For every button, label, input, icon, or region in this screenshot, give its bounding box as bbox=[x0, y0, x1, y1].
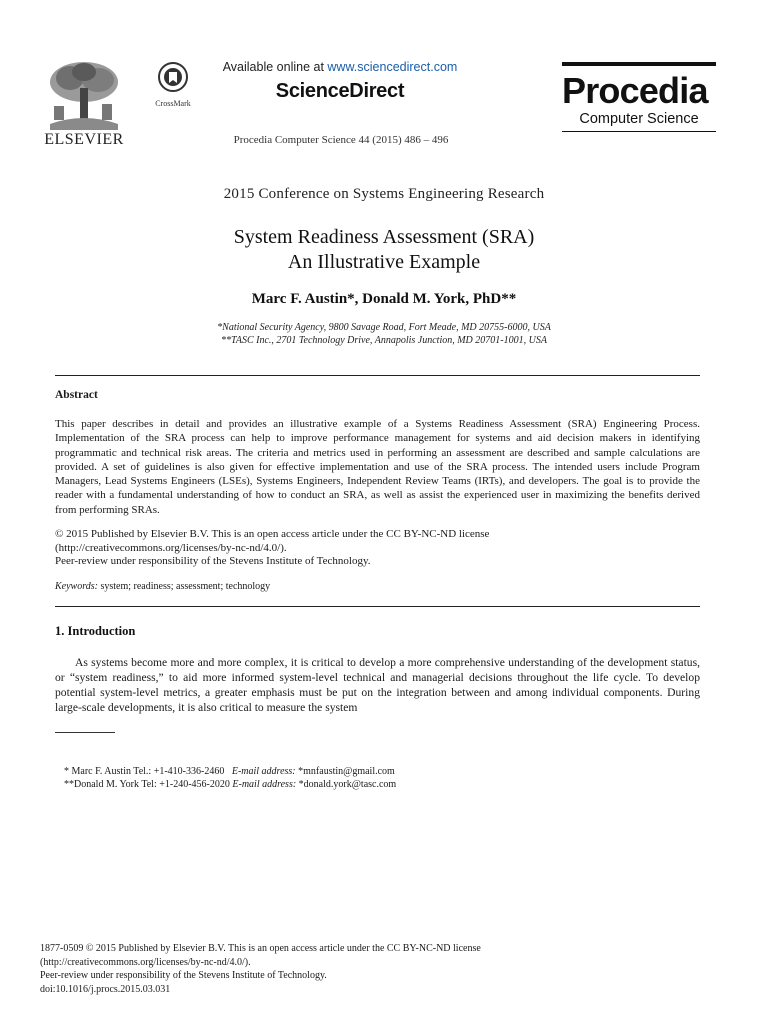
footnote-austin bbox=[64, 766, 395, 777]
procedia-bar bbox=[562, 62, 716, 66]
crossmark-badge[interactable] bbox=[148, 62, 198, 108]
available-prefix: Available online at bbox=[222, 60, 328, 74]
footnote-rule bbox=[55, 732, 115, 733]
abstract-heading: Abstract bbox=[55, 389, 98, 401]
crossmark-icon bbox=[158, 62, 188, 92]
license-line-1: © 2015 Published by Elsevier B.V. This is an open access article under the CC BY-NC-ND license bbox=[55, 528, 490, 540]
title-line-2: An Illustrative Example bbox=[287, 251, 481, 273]
affiliation-1: *National Security Agency, 9800 Savage Road, Fort Meade, MD 20755-6000, USA bbox=[217, 322, 551, 333]
abstract-body: This paper describes in detail and provides an illustrative example of a Systems Readiness Assessment (SRA) Engineering Process. Implementation of the SRA process can help to improve performance management for systems and aid decision makers in identifying programmatic and technical risk areas. The criteria and metrics used in performing an assessment are described and sample calculations are provided. A set of guidelines is also given for effective implementation and use of the SRA process. The intended users include Program Managers, Lead Systems Engineers (LSEs), Systems Engineers, Independent Review Teams (IRTs), and developers. The goal is to provide the reader with a fundamental understanding of how to conduct an SRA, as well as assist the experienced user in maximizing the benefits derived from performing SRAs. bbox=[55, 418, 700, 516]
keywords-list: system; readiness; assessment; technology bbox=[97, 581, 271, 592]
page-footer bbox=[40, 942, 720, 996]
affiliation-2: **TASC Inc., 2701 Technology Drive, Annapolis Junction, MD 20701-1001, USA bbox=[221, 335, 547, 346]
title-line-1: System Readiness Assessment (SRA) bbox=[233, 226, 535, 248]
crossmark-label: CrossMark bbox=[155, 99, 191, 108]
keywords bbox=[55, 581, 700, 592]
publisher-name: ELSEVIER bbox=[44, 131, 124, 148]
journal-citation: Procedia Computer Science 44 (2015) 486 – 496 bbox=[233, 134, 449, 146]
footer-line-1: 1877-0509 © 2015 Published by Elsevier B.V. This is an open access article under the CC BY-NC-ND license bbox=[40, 943, 481, 954]
footnote-austin-person: * Marc F. Austin Tel.: +1-410-336-2460 bbox=[64, 766, 225, 777]
sciencedirect-link[interactable]: www.sciencedirect.com bbox=[327, 60, 458, 74]
license-line-3: Peer-review under responsibility of the Stevens Institute of Technology. bbox=[55, 555, 371, 568]
sciencedirect-logo: ScienceDirect bbox=[275, 80, 405, 102]
procedia-subtitle: Computer Science bbox=[562, 111, 716, 132]
footnote-austin-email[interactable]: *mnfaustin@gmail.com bbox=[295, 766, 395, 777]
procedia-title: Procedia bbox=[562, 70, 708, 111]
available-online-line bbox=[205, 60, 475, 74]
footnote-york-person: **Donald M. York Tel: +1-240-456-2020 bbox=[64, 779, 233, 790]
footer-doi[interactable]: doi:10.1016/j.procs.2015.03.031 bbox=[40, 983, 171, 995]
footer-license-link[interactable]: (http://creativecommons.org/licenses/by-nc-nd/4.0/). bbox=[40, 956, 251, 968]
footnote-york-email[interactable]: *donald.york@tasc.com bbox=[296, 779, 397, 790]
keywords-label: Keywords: bbox=[55, 581, 98, 592]
introduction-body: As systems become more and more complex, it is critical to develop a more comprehensive understanding of the development status, or “system readiness,” to aid more informed system-level technical and managerial decisions throughout the life cycle. To develop potential system-level metrics, a greater emphasis must be put on the integration between and among individual components. During large-scale developments, it is also critical to measure the system bbox=[55, 656, 700, 714]
procedia-logo bbox=[562, 62, 716, 132]
abstract-top-rule bbox=[55, 375, 700, 376]
footnote-york-email-label: E-mail address: bbox=[232, 779, 297, 790]
conference-name: 2015 Conference on Systems Engineering Research bbox=[223, 186, 545, 202]
abstract-license bbox=[55, 528, 700, 569]
paper-title bbox=[0, 225, 768, 275]
abstract-bottom-rule bbox=[55, 606, 700, 607]
footnote-york bbox=[64, 779, 396, 790]
license-line-2: (http://creativecommons.org/licenses/by-nc-nd/4.0/). bbox=[55, 541, 287, 554]
authors: Marc F. Austin*, Donald M. York, PhD** bbox=[251, 291, 517, 307]
section-heading-introduction: 1. Introduction bbox=[55, 624, 136, 638]
footnote-austin-email-label: E-mail address: bbox=[231, 766, 296, 777]
affiliations bbox=[0, 321, 768, 347]
footer-line-3: Peer-review under responsibility of the Stevens Institute of Technology. bbox=[40, 970, 327, 982]
